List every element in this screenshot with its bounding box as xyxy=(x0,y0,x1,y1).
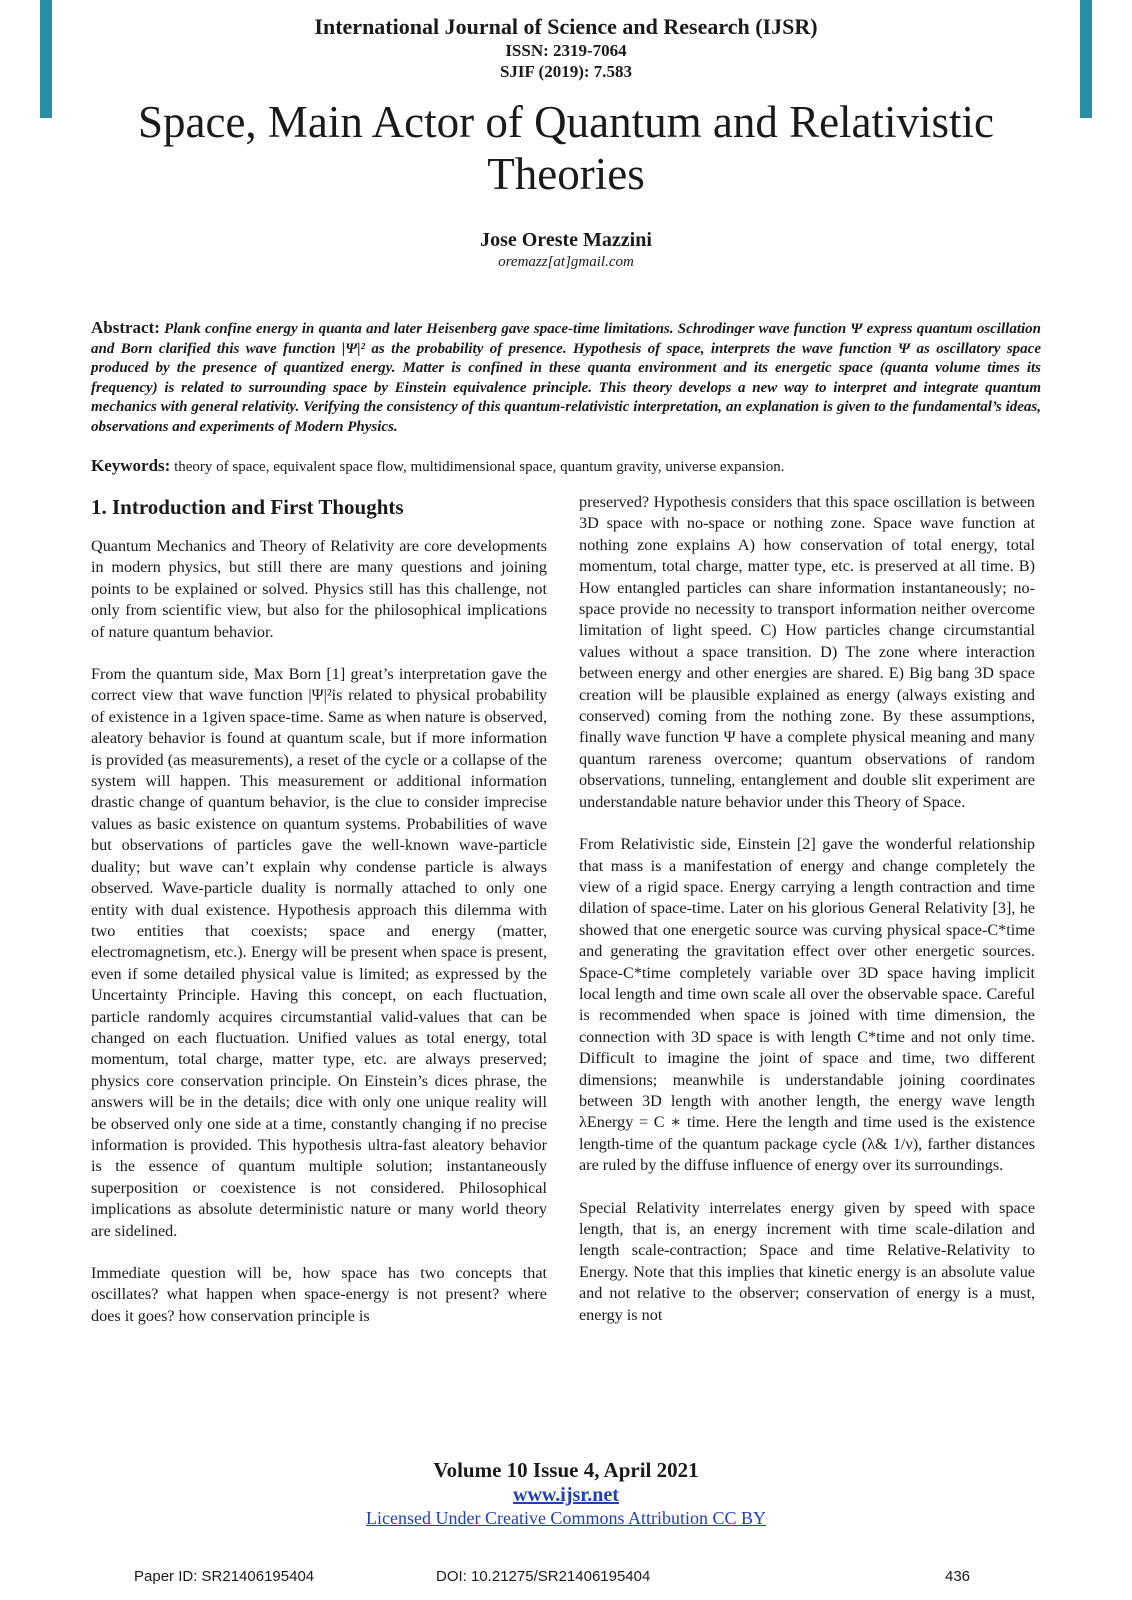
paragraph: From Relativistic side, Einstein [2] gave the wonderful relationship that mass is a manifestation of energy and change completely the view of a rigid space. Energy carrying a length contraction and time dilation of space-time. Later on his glorious General Relativity [3], he showed that one energetic source was curving physical space-C*time and generating the gravitation effect over other energetic sources. Space-C*time completely variable over 3D space having implicit local length and time own scale all over the observable space. Careful is recommended when space is joined with time dimension, the connection with 3D space is with length C*time and not only time. Difficult to imagine the joint of space and time, two different dimensions; meanwhile is understandable joining coordinates between 3D length with another length, the energy wave length λEnergy = C ∗ time. Here the length and time used is the existence length-time of the quantum package cycle (λ& 1/ν), farther distances are ruled by the diffuse influence of energy over its surroundings. xyxy=(579,835,1035,1175)
author-block xyxy=(0,228,1132,272)
right-column xyxy=(579,492,1035,1347)
journal-name: International Journal of Science and Research (IJSR) xyxy=(314,14,818,39)
paper-title: Space, Main Actor of Quantum and Relativistic Theories xyxy=(137,97,995,199)
section-heading: 1. Introduction and First Thoughts xyxy=(91,495,404,519)
license-link[interactable]: Licensed Under Creative Commons Attribution CC BY xyxy=(366,1508,766,1528)
keywords xyxy=(91,456,1041,477)
paragraph: From the quantum side, Max Born [1] great’s interpretation gave the correct view that wave function |Ψ|²is related to physical probability of existence in a 1given space-time. Same as when nature is observed, aleatory behavior is found at quantum scale, but if more information is provided (as measurements), a reset of the cycle or a collapse of the system will happen. This measurement or additional information drastic change of quantum behavior, is the clue to consider imprecise values as basic existence on quantum systems. Probabilities of wave but observations of particles gave the well-known wave-particle duality; but wave can’t explain why condense particle is always observed. Wave-particle duality is normally attached to only one entity with dual existence. Hypothesis approach this dilemma with two entities that coexists; space and energy (matter, electromagnetism, etc.). Energy will be present when space is present, even if some detailed physical value is limited; as expressed by the Uncertainty Principle. Having this concept, on each fluctuation, particle randomly acquires circumstantial valid-values that can be changed on each fluctuation. Unified values as total energy, total momentum, total charge, matter type, etc. are always preserved; physics core conservation principle. On Einstein’s dices phrase, the answers will be in the details; dice with only one unique reality will be observed only one side at a time, constantly changing if no precise information is provided. This hypothesis ultra-fast aleatory behavior is the essence of quantum multiple solution; instantaneously superposition or coexistence is not considered. Philosophical implications as absolute deterministic nature or many world theory are sidelined. xyxy=(91,665,547,1240)
keywords-label: Keywords: xyxy=(91,456,171,475)
abstract xyxy=(91,318,1041,438)
abstract-label: Abstract: xyxy=(91,318,160,337)
author-email: oremazz[at]gmail.com xyxy=(498,254,634,270)
journal-issn: ISSN: 2319-7064 xyxy=(505,41,627,60)
left-column xyxy=(91,494,547,1348)
paragraph: preserved? Hypothesis considers that this space oscillation is between 3D space with no-space or nothing zone. Space wave function at nothing zone explains A) how conservation of total energy, total momentum, total charge, matter type, etc. is preserved at all time. B) How entangled particles can share information instantaneously; no-space provide no necessity to transport information neither overcome limitation of light speed. C) How particles change circumstantial values without a space transition. D) The zone where interaction between energy and other energies are shared. E) Big bang 3D space creation will be plausible explained as energy (always existing and conserved) coming from the nothing zone. By these assumptions, finally wave function Ψ have a complete physical meaning and many quantum rareness overcome; quantum observations of random observations, tunneling, entanglement and double slit experiment are understandable nature behavior under this Theory of Space. xyxy=(579,493,1035,811)
page-footer xyxy=(0,1458,1132,1529)
keywords-text: theory of space, equivalent space flow, multidimensional space, quantum gravity, universe expansion. xyxy=(174,459,785,475)
abstract-text: Plank confine energy in quanta and later Heisenberg gave space-time limitations. Schrodinger wave function Ψ express quantum oscillation and Born clarified this wave function |Ψ|² as the probability of presence. Hypothesis of space, interprets the wave function Ψ as oscillatory space produced by the presence of quantized energy. Matter is confined in these quanta environment and its energetic space (quanta volume times its frequency) is related to surrounding space by Einstein equivalence principle. This theory develops a new way to interpret and integrate quantum mechanics with general relativity. Verifying the consistency of this quantum-relativistic interpretation, an explanation is given to the fundamental’s ideas, observations and experiments of Modern Physics. xyxy=(91,321,1041,435)
journal-link[interactable]: www.ijsr.net xyxy=(513,1484,619,1506)
paragraph: Immediate question will be, how space has two concepts that oscillates? what happen when space-energy is not present? where does it goes? how conservation principle is xyxy=(91,1264,547,1325)
paper-id: Paper ID: SR21406195404 xyxy=(134,1568,315,1585)
author-name: Jose Oreste Mazzini xyxy=(480,229,652,251)
paragraph: Special Relativity interrelates energy given by speed with space length, that is, an energy increment with time scale-dilation and length scale-contraction; Space and time Relative-Relativity to Energy. Note that this implies that kinetic energy is an absolute value and not relative to the observer; conservation of energy is a must, energy is not xyxy=(579,1198,1035,1324)
paragraph: Quantum Mechanics and Theory of Relativity are core developments in modern physics, but still there are many questions and joining points to be explained or solved. Physics still has this challenge, not only from scientific view, but also for the philosophical implications of nature quantum behavior. xyxy=(91,537,547,641)
issue-info: Volume 10 Issue 4, April 2021 xyxy=(433,1458,699,1482)
journal-sjif: SJIF (2019): 7.583 xyxy=(499,62,633,81)
page-number: 436 xyxy=(945,1568,971,1585)
journal-header xyxy=(0,14,1132,82)
doi: DOI: 10.21275/SR21406195404 xyxy=(436,1568,651,1585)
